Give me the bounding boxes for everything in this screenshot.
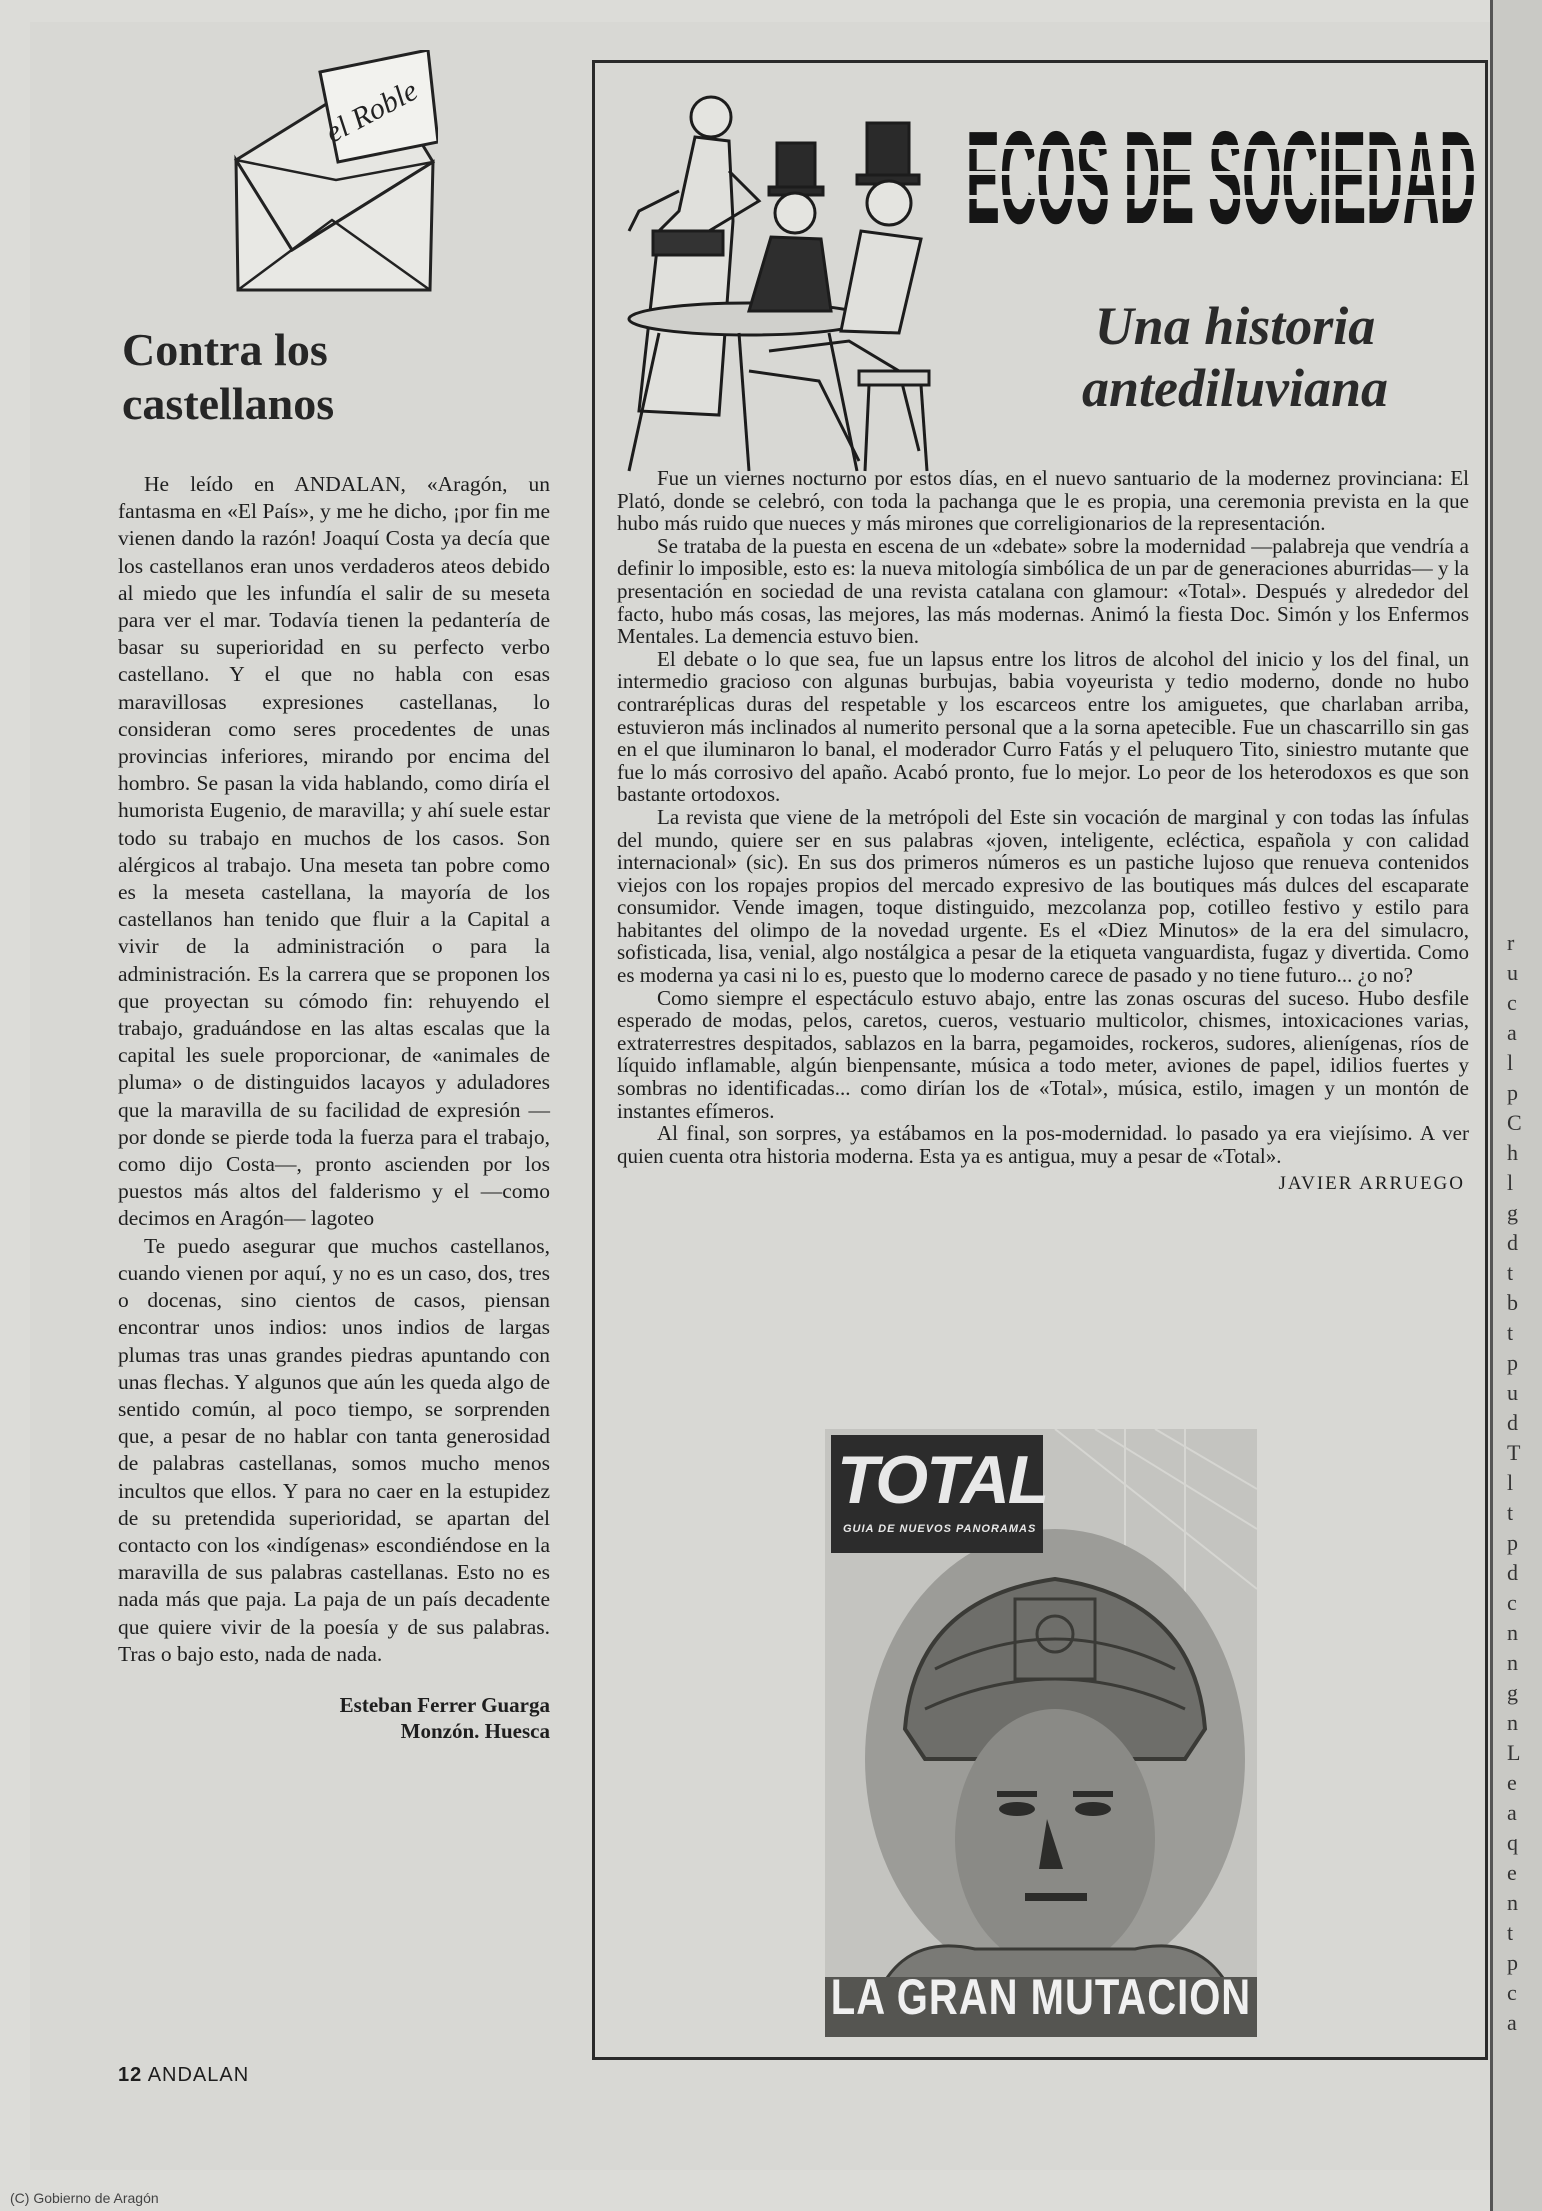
strip-letter: e: [1507, 1860, 1517, 1885]
cover-logo-box: [831, 1435, 1048, 1553]
victorian-gentlemen-illustration: [599, 71, 939, 491]
strip-letter: p: [1507, 1350, 1518, 1375]
letter-paragraph: Te puedo asegurar que muchos castellanos, cuando vienen por aquí, y no es un caso, dos, tres o docenas, sino cientos de casos, piensan encontrar unos indios: unos indios de largas plumas tras unas grandes piedras apuntando con unas flechas. Y algunos que aún les queda algo de sentido común, al poco tiempo, se sorprenden que, a pesar de no hablar con tanta generosidad de palabras castellanas, somos mucho menos incultos que ellos. Y para no caer en la estupidez de su pretendida superioridad, se apartan del contacto con los «indígenas» escondiéndose en la maravilla de sus palabras castellanas. Esto no es nada más que paja. La paja de un país decadente que quiere vivir de la poesía y de sus palabras. Tras o bajo esto, nada de nada.: [118, 1233, 550, 1666]
strip-letter: r: [1507, 930, 1515, 955]
strip-letter: a: [1507, 1800, 1517, 1825]
strip-letter: p: [1507, 1530, 1518, 1555]
letter-title-line: castellanos: [122, 378, 335, 429]
section-title: ECOS DE SOCIEDAD: [966, 104, 1476, 247]
strip-letter: d: [1507, 1410, 1518, 1435]
strip-letter: n: [1507, 1890, 1518, 1915]
strip-letter: d: [1507, 1230, 1518, 1255]
letter-body: [118, 471, 550, 1668]
envelope-signature: el Roble: [320, 73, 424, 150]
page-folio: [118, 2064, 249, 2087]
strip-letter: u: [1507, 960, 1518, 985]
strip-letter: l: [1507, 1470, 1514, 1495]
strip-letter: t: [1507, 1320, 1514, 1345]
cover-caption: LA GRAN MUTACION: [830, 1970, 1252, 2026]
strip-letter: T: [1507, 1440, 1521, 1465]
article-paragraph: El debate o lo que sea, fue un lapsus entre los litros de alcohol del inicio y los del final, un intermedio gracioso con algunas burbujas, babia voyeurista y tedio moderno, donde no hubo contraréplicas duras del respetable y los escarceos entre los amiguetes, que charlaban arriba, estuvieron más inclinados al numerito personal que a la sorna apetecible. Fue un chascarrillo sin gas en el que iluminaron lo banal, el moderador Curro Fatás y el peluquero Tito, siniestro mutante que fue lo más corrosivo del apaño. Acabó pronto, fue lo mejor. Lo peor de los heterodoxos es que son bastante ortodoxos.: [617, 646, 1469, 807]
letter-title: [122, 323, 550, 431]
adjacent-page-strip: [1490, 0, 1542, 2211]
letter-signature: [118, 1692, 550, 1744]
letters-column: [118, 50, 550, 1744]
cover-logo-subtitle: GUIA DE NUEVOS PANORAMAS: [843, 1523, 1037, 1535]
strip-letter: L: [1507, 1740, 1521, 1765]
society-box: [592, 60, 1488, 2060]
strip-letter: u: [1507, 1380, 1518, 1405]
strip-letter: l: [1507, 1170, 1514, 1195]
section-title-graphic: [961, 97, 1481, 247]
cover-logo: TOTAL: [837, 1442, 1048, 1518]
strip-letter: c: [1507, 1980, 1517, 2005]
strip-letter: n: [1507, 1620, 1518, 1645]
strip-letter: b: [1507, 1290, 1518, 1315]
subtitle-line: antediluviana: [1081, 358, 1389, 418]
strip-letter: p: [1507, 1080, 1518, 1105]
article-subtitle: [1015, 295, 1455, 419]
strip-letter: a: [1507, 1020, 1517, 1045]
article-byline: JAVIER ARRUEGO: [1278, 1173, 1465, 1195]
subtitle-line: Una historia: [1094, 296, 1376, 356]
letter-paragraph: He leído en ANDALAN, «Aragón, un fantasma en «El País», y me he dicho, ¡por fin me vienen dando la razón! Joaquí Costa ya decía que los castellanos eran unos verdaderos ateos debido al miedo que les infundía el salir de su meseta para ver el mar. Todavía tienen la pedantería de basar su superioridad en su perfecto verbo castellano. Y el que no habla con esas maravillosas expresiones castellanas, lo consideran como seres procedentes de unas provincias inferiores, mirando por encima del hombro. Se pasan la vida hablando, como diría el humorista Eugenio, de maravilla; y ahí suele estar todo su trabajo en muchos de los casos. Son alérgicos al trabajo. Una meseta tan pobre como es la meseta castellana, la mayoría de los castellanos han tenido que fluir a la Capital a vivir de la administración o para la administración. Es la carrera que se proponen los que proyectan su cómodo fin: rehuyendo el trabajo, graduándose en las altas escalas que la capital les suele proporcionar, de «animales de pluma» o de distinguidos lacayos y aduladores que la maravilla de su facilidad de expresión —por donde se pierde toda la fuerza para el trabajo, como dijo Costa—, pronto ascienden por los puestos más altos del falderismo y el —como decimos en Aragón— lagoteo: [118, 472, 550, 1231]
signature-place: Monzón. Huesca: [400, 1718, 550, 1743]
strip-letter: g: [1507, 1680, 1518, 1705]
strip-letter: C: [1507, 1110, 1522, 1135]
strip-letter: t: [1507, 1920, 1514, 1945]
envelope-illustration: [228, 50, 438, 300]
letter-title-line: Contra los: [122, 324, 328, 375]
article-paragraph: Fue un viernes nocturno por estos días, en el nuevo santuario de la modernez provinciana: El Plató, donde se celebró, con toda la pachanga que le es propia, una ceremonia prevista en la que hubo más ruido que nueces y más mirones que correligionarios de la representación.: [617, 466, 1469, 536]
magazine-cover-image: [825, 1429, 1257, 2037]
strip-letter: g: [1507, 1200, 1518, 1225]
strip-letter: p: [1507, 1950, 1518, 1975]
strip-letter: n: [1507, 1710, 1518, 1735]
publication-name: ANDALAN: [147, 2064, 250, 2086]
strip-letter: c: [1507, 990, 1517, 1015]
page-number: 12: [118, 2064, 143, 2086]
strip-letter: n: [1507, 1650, 1518, 1675]
copyright-credit: (C) Gobierno de Aragón: [10, 2190, 159, 2206]
signature-name: Esteban Ferrer Guarga: [339, 1692, 550, 1717]
strip-letter: t: [1507, 1500, 1514, 1525]
strip-letter: d: [1507, 1560, 1518, 1585]
strip-letter: t: [1507, 1260, 1514, 1285]
strip-letter: a: [1507, 2010, 1517, 2035]
article-paragraph: Al final, son sorpres, ya estábamos en la pos-modernidad. lo pasado ya era viejísimo. A ver quien cuenta otra historia moderna. Esta ya es antigua, muy a pesar de «Total».: [617, 1121, 1469, 1168]
strip-letter: l: [1507, 1050, 1514, 1075]
article-paragraph: Se trataba de la puesta en escena de un «debate» sobre la modernidad —palabreja que vendría a definir lo imposible, esto es: la nueva mitología simbólica de un par de generaciones aburridas— y la presentación en sociedad de una revista catalana con glamour: «Total». Después y alrededor del facto, hubo más cosas, las mejores, las más modernas. Animó la fiesta Doc. Simón y los Enfermos Mentales. La demencia estuvo bien.: [617, 533, 1469, 649]
strip-letter: e: [1507, 1770, 1517, 1795]
strip-letter: c: [1507, 1590, 1517, 1615]
strip-letter: q: [1507, 1830, 1518, 1855]
strip-letter: h: [1507, 1140, 1518, 1165]
article-paragraph: La revista que viene de la metrópoli del Este sin vocación de marginal y con todas las ínfulas del mundo, quiere ser en sus palabras «joven, inteligente, ecléctica, española y con calidad internacional» (sic). En sus dos primeros números es un pastiche lujoso que renueva contenidos viejos con los ropajes propios del mercado expresivo de las boutiques más dulces del escaparate consumidor. Vende imagen, toque distinguido, mezcolanza pop, cotilleo festivo y estilo para habitantes del olimpo de la novedad urgente. Es el «Diez Minutos» de la era del simulacro, sofisticada, lisa, venial, algo nostálgica a pesar de la etiqueta vanguardista, fugaz y divertida. Como es moderna ya casi ni lo es, puesto que lo moderno carece de pasado y no tiene futuro... ¿o no?: [617, 804, 1469, 988]
article-body: [617, 467, 1469, 1195]
article-paragraph: Como siempre el espectáculo estuvo abajo, entre las zonas oscuras del suceso. Hubo desfile esperado de modas, pelos, caretos, cueros, vestuario multicolor, chismes, intoxicaciones varias, extraterrestres despitados, sablazos en la barra, pegamoides, rockeros, sudores, alienígenas, ríos de líquido inflamable, algún bienpensante, música a todo meter, aviones de papel, idilios fuertes y sombras no identificadas... como dirían los de «Total», música, estilo, imagen y un montón de instantes efímeros.: [617, 985, 1469, 1123]
